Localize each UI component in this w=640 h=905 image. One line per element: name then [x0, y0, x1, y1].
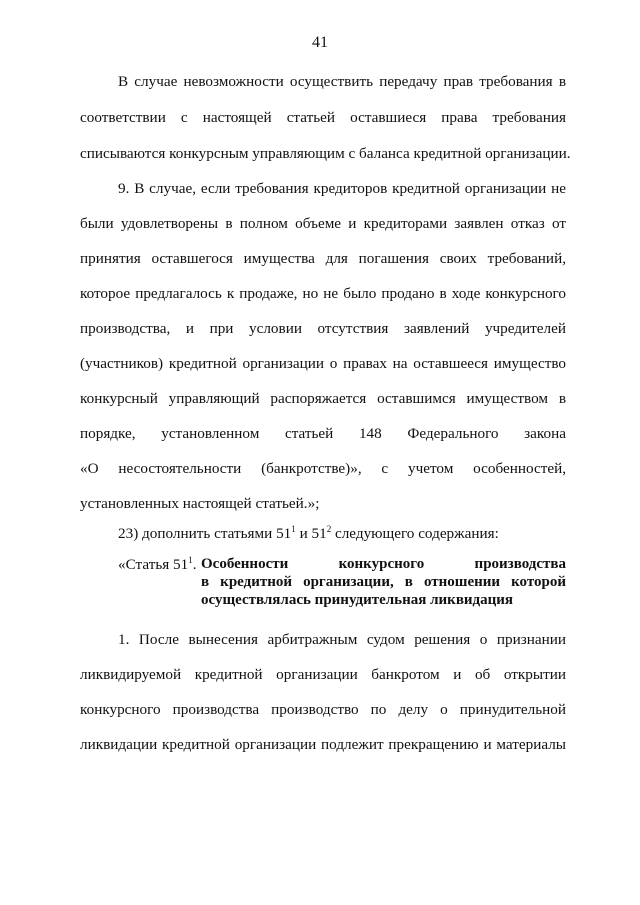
paragraph-4-line: ликвидации кредитной организации подлежит прекращению и материалы: [80, 736, 566, 753]
article-title-line: осуществлялась принудительная ликвидация: [201, 592, 514, 608]
paragraph-2-line: принятия оставшегося имущества для погашения своих требований,: [80, 250, 566, 267]
paragraph-1-line: соответствии с настоящей статьей оставшиеся права требования: [80, 109, 566, 126]
paragraph-1-line: списываются конкурсным управляющим с баланса кредитной организации.: [80, 145, 571, 162]
paragraph-2-line: установленных настоящей статьей.»;: [80, 495, 320, 512]
amendment-text: и 51: [295, 525, 327, 542]
page-number: 41: [312, 34, 328, 51]
paragraph-1-line: В случае невозможности осуществить передачу прав требования в: [118, 73, 566, 90]
article-label: [118, 555, 197, 575]
article-title-line: Особенности конкурсного производства: [201, 556, 566, 572]
paragraph-2-line: «О несостоятельности (банкротстве)», с учетом особенностей,: [80, 460, 566, 477]
paragraph-2-line: были удовлетворены в полном объеме и кредиторами заявлен отказ от: [80, 215, 566, 232]
superscript: 2: [326, 524, 332, 534]
amendment-paragraph: [118, 524, 499, 544]
paragraph-4-line: 1. После вынесения арбитражным судом решения о признании: [118, 631, 566, 648]
article-title-line: в кредитной организации, в отношении которой: [201, 574, 566, 590]
article-title: [201, 555, 566, 609]
paragraph-2-line: порядке, установленном статьей 148 Федерального закона: [80, 425, 566, 442]
paragraph-2-line: 9. В случае, если требования кредиторов кредитной организации не: [118, 180, 566, 197]
superscript: 1: [291, 524, 296, 534]
superscript: 1: [188, 555, 193, 565]
paragraph-2-line: которое предлагалось к продаже, но не было продано в ходе конкурсного: [80, 285, 566, 302]
amendment-text: 23) дополнить статьями 51: [118, 525, 292, 542]
paragraph-2-line: производства, и при условии отсутствия заявлений учредителей: [80, 320, 566, 337]
amendment-text: следующего содержания:: [331, 525, 499, 542]
paragraph-2-line: (участников) кредитной организации о правах на оставшееся имущество: [80, 355, 566, 372]
paragraph-4-line: конкурсного производства производство по делу о принудительной: [80, 701, 566, 718]
article-label-text: «Статья 51: [118, 556, 189, 573]
paragraph-2-line: конкурсный управляющий распоряжается оставшимся имуществом в: [80, 390, 566, 407]
paragraph-4-line: ликвидируемой кредитной организации банкротом и об открытии: [80, 666, 566, 683]
article-label-text: .: [192, 556, 197, 573]
